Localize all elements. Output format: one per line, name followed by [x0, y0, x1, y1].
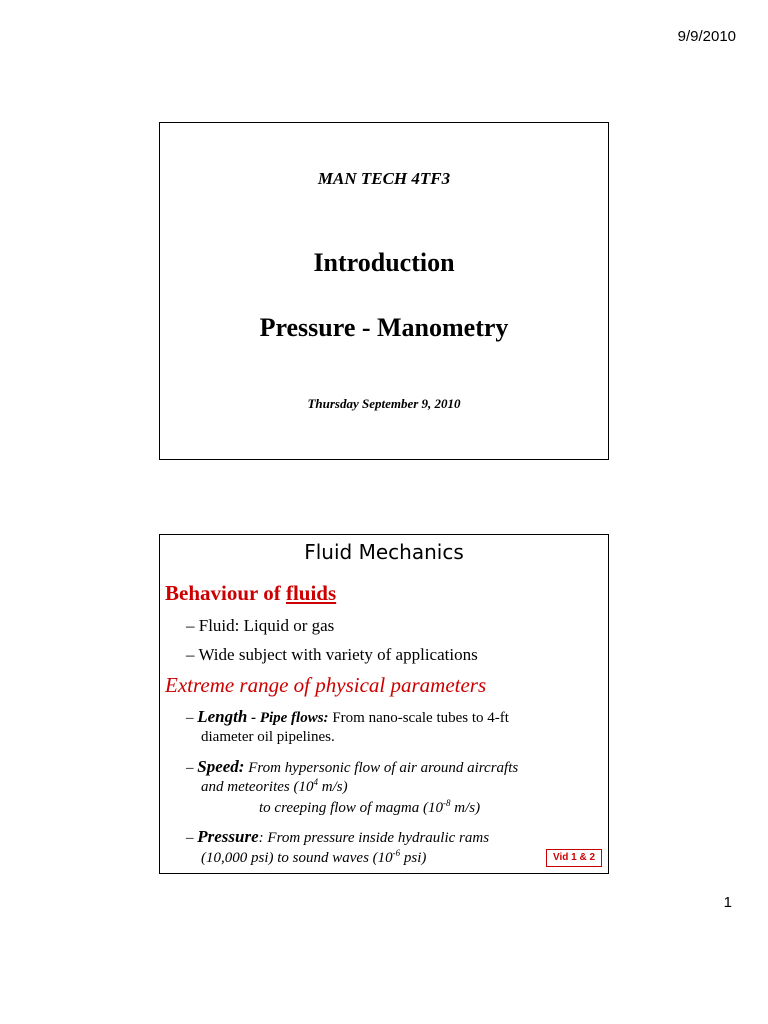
slide-subtitle: Pressure - Manometry: [259, 313, 509, 342]
pressure-line2-pre: (10,000 psi) to sound waves (10: [201, 850, 393, 866]
speed-line3-sup: -8: [443, 798, 451, 808]
speed-line2-sup: 4: [313, 777, 318, 787]
speed-line2: [201, 779, 348, 796]
speed-line3-pre: to creeping flow of magma (10: [259, 800, 444, 816]
fluids-link[interactable]: fluids: [285, 581, 337, 605]
page-date: 9/9/2010: [677, 28, 736, 45]
pipe-flows-label: Pipe flows:: [259, 710, 329, 726]
length-label: Length: [197, 707, 248, 726]
dash: –: [186, 710, 198, 726]
speed-line2-post: m/s): [317, 779, 348, 795]
lecture-date: Thursday September 9, 2010: [307, 396, 461, 411]
pressure-line2-post: psi): [400, 850, 427, 866]
sep: -: [247, 710, 260, 726]
length-line2: diameter oil pipelines.: [201, 729, 335, 745]
slide-title: Fluid Mechanics: [304, 540, 464, 564]
speed-text: From hypersonic flow of air around aircrafts: [244, 760, 519, 776]
heading-behaviour: [165, 581, 336, 606]
pressure-item: [186, 827, 489, 847]
length-text: From nano-scale tubes to 4-ft: [328, 710, 509, 726]
heading-extreme-range: Extreme range of physical parameters: [165, 673, 487, 697]
course-code: MAN TECH 4TF3: [317, 169, 451, 188]
pressure-text: From pressure inside hydraulic rams: [263, 830, 490, 846]
bullet-fluid: – Fluid: Liquid or gas: [186, 616, 335, 635]
pressure-label: Pressure: [197, 827, 259, 846]
page-number: 1: [723, 894, 732, 911]
speed-item: [186, 757, 518, 777]
dash: –: [186, 760, 198, 776]
title-slide: [159, 122, 609, 460]
video-link-badge[interactable]: Vid 1 & 2: [546, 849, 602, 867]
heading-text: Behaviour of: [165, 581, 286, 605]
pressure-colon: :: [258, 830, 264, 846]
speed-line2-pre: and meteorites (10: [201, 779, 314, 795]
pressure-line2: [201, 850, 426, 867]
pressure-line2-sup: -6: [392, 848, 401, 858]
slide-title: Introduction: [313, 248, 455, 277]
dash: –: [186, 830, 198, 846]
speed-line3: [259, 800, 480, 817]
bullet-wide-subject: – Wide subject with variety of applications: [186, 645, 478, 664]
fluid-mechanics-slide: [159, 534, 609, 874]
length-item: [186, 707, 509, 727]
speed-line3-post: m/s): [450, 800, 481, 816]
speed-label: Speed:: [197, 757, 245, 776]
